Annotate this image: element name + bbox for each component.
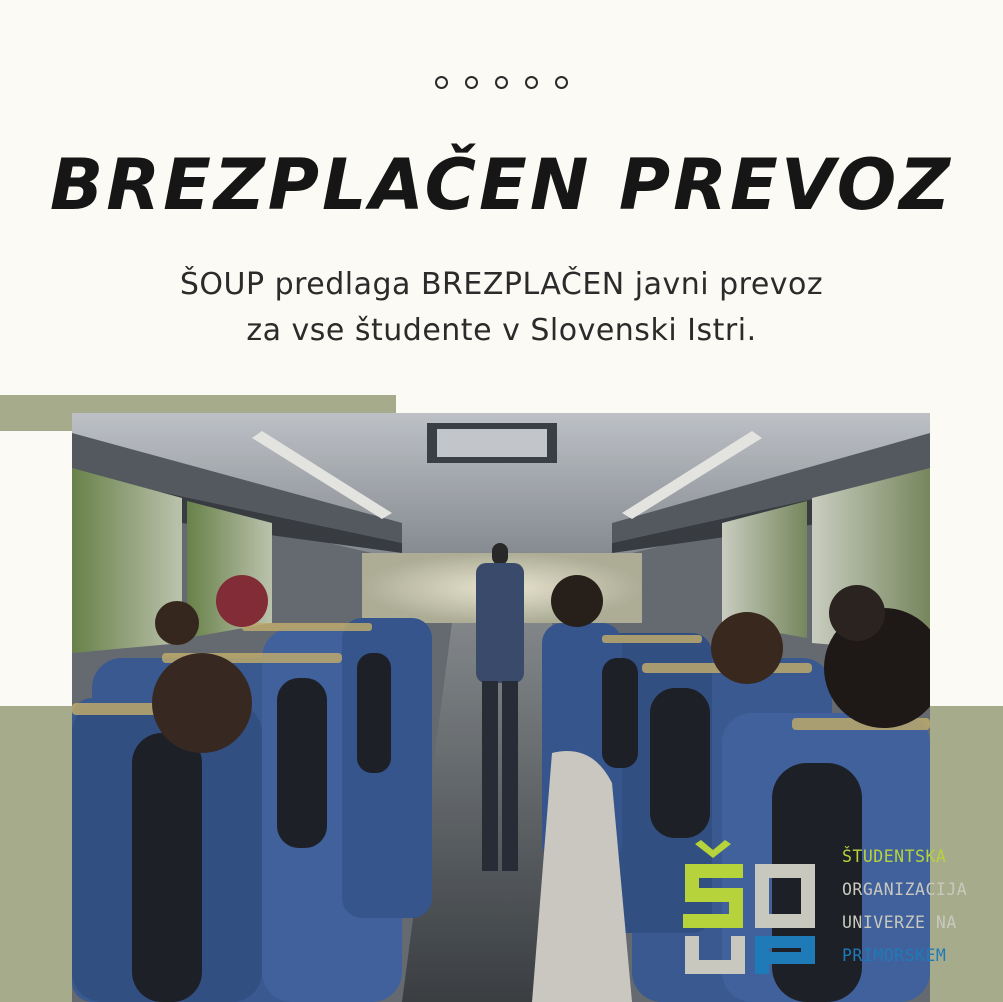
headline: BREZPLAČEN PREVOZ (49, 144, 954, 226)
carousel-dot[interactable] (555, 76, 568, 89)
carousel-dot[interactable] (435, 76, 448, 89)
carousel-dot[interactable] (525, 76, 538, 89)
subtitle-line-1: ŠOUP predlaga BREZPLAČEN javni prevoz (179, 267, 824, 302)
soup-logo-mark (683, 840, 833, 975)
soup-logo-text (842, 840, 967, 972)
logo-line-1: ŠTUDENTSKA (842, 847, 947, 866)
soup-logo (683, 840, 993, 980)
subtitle-line-2: za vse študente v Slovenski Istri. (246, 313, 757, 348)
carousel-dot[interactable] (465, 76, 478, 89)
subtitle (0, 262, 1003, 354)
carousel-dot[interactable] (495, 76, 508, 89)
carousel-dots (0, 76, 1003, 89)
logo-line-2: ORGANIZACIJA (842, 880, 968, 899)
logo-line-4: PRIMORSKEM (842, 946, 947, 965)
logo-line-3: UNIVERZE NA (842, 913, 957, 932)
